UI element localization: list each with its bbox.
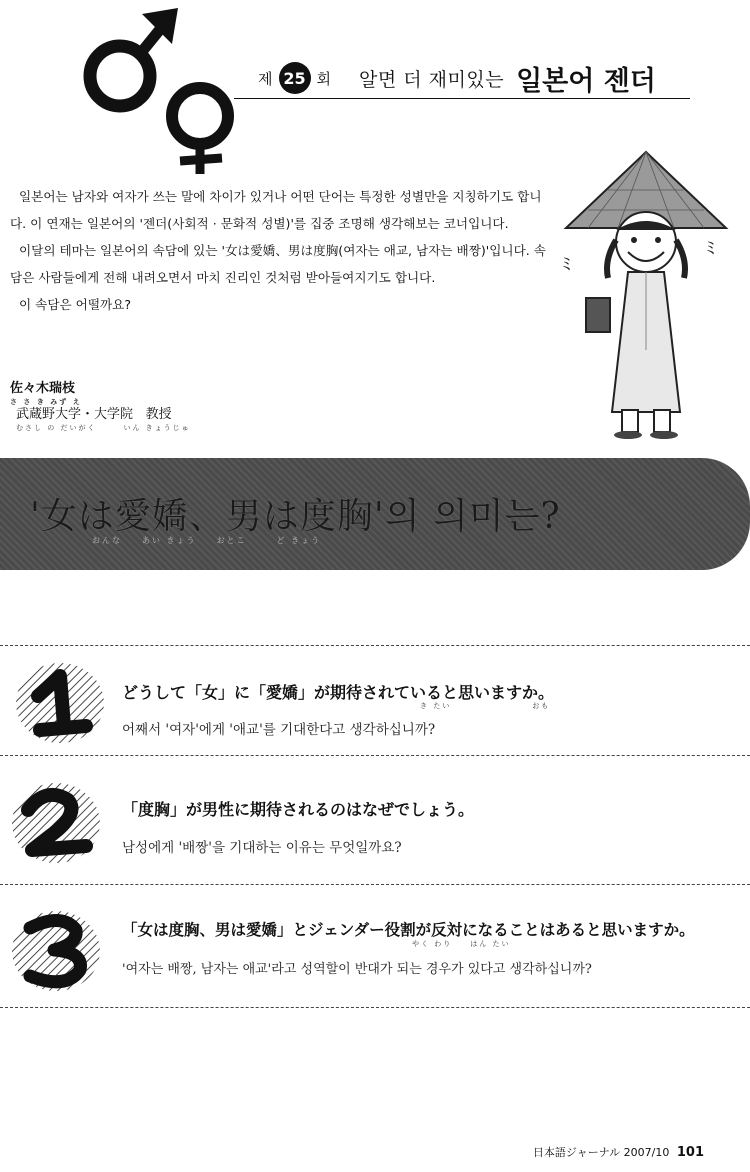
series-number-badge: 25 <box>279 62 311 94</box>
svg-text:ﾐ: ﾐ <box>562 254 571 275</box>
dashed-divider <box>0 1007 750 1008</box>
question-1-korean: 어째서 '여자'에게 '애교'를 기대한다고 생각하십니까? <box>122 722 436 738</box>
theme-banner-ruby: おんな あい きょう おとこ ど きょう <box>92 536 322 545</box>
page-footer <box>533 1144 704 1160</box>
question-3-ruby: やく わり はん たい <box>412 940 511 948</box>
svg-text:ﾐ: ﾐ <box>706 238 715 259</box>
question-1-ruby: き たい おも <box>420 702 551 710</box>
girl-in-conical-hat-illustration-icon <box>558 150 733 440</box>
dashed-divider <box>0 645 750 646</box>
intro-text <box>10 183 555 318</box>
intro-paragraph: 일본어는 남자와 여자가 쓰는 말에 차이가 있거나 어떤 단어는 특정한 성별만을 지칭하기도 합니다. 이 연재는 일본어의 '젠더(사회적 · 문화적 성별)'를 집중 조명해 생각해보는 코너입니다. <box>10 189 542 231</box>
question-3-japanese: 「女は度胸、男は愛嬌」とジェンダー役割が反対になることはあると思いますか。 <box>122 921 695 939</box>
question-2-japanese: 「度胸」が男性に期待されるのはなぜでしょう。 <box>122 800 475 819</box>
author-credit <box>10 380 191 436</box>
number-three-icon <box>6 906 106 996</box>
dashed-divider <box>0 884 750 885</box>
author-title: 教授 きょうじゅ <box>145 407 191 432</box>
number-two-icon <box>6 778 106 868</box>
theme-banner-title: '女は愛嬌、男は度胸'의 의미는? <box>30 496 561 537</box>
question-2-korean: 남성에게 '배짱'을 기대하는 이유는 무엇일까요? <box>122 840 402 856</box>
intro-paragraph: 이달의 테마는 일본어의 속담에 있는 '女は愛嬌、男は度胸(여자는 애교, 남자는 배짱)'입니다. 속담은 사람들에게 전해 내려오면서 마치 진리인 것처럼 받아들여지기도 합니다. <box>10 243 546 285</box>
author-title-ruby: きょうじゅ <box>145 424 191 432</box>
series-prefix: 제 <box>258 69 273 88</box>
gender-symbol-logo-icon <box>82 6 252 176</box>
magazine-issue: 日本語ジャーナル 2007/10 <box>532 1146 670 1159</box>
intro-paragraph: 이 속담은 어떨까요? <box>19 297 132 312</box>
author-affiliation: 武蔵野大学・大学院 むさし の だいがく いん <box>16 407 142 432</box>
series-header <box>258 60 656 96</box>
author-name-ruby: さ さ き みず え <box>10 398 82 406</box>
series-title-lead: 알면 더 재미있는 <box>359 68 505 91</box>
page-number: 101 <box>676 1145 704 1160</box>
header-divider <box>234 98 690 99</box>
question-3-korean: '여자는 배짱, 남자는 애교'라고 성역할이 반대가 되는 경우가 있다고 생각하십니까? <box>122 962 592 977</box>
author-affiliation-ruby: むさし の だいがく いん <box>16 424 142 432</box>
number-one-icon <box>8 658 108 748</box>
dashed-divider <box>0 755 750 756</box>
author-name: 佐々木瑞枝 さ さ き みず え <box>10 381 191 406</box>
series-title-strong: 일본어 젠더 <box>516 65 656 97</box>
series-suffix: 회 <box>316 69 331 88</box>
question-1-japanese: どうして「女」に「愛嬌」が期待されていると思いますか。 <box>122 683 555 702</box>
